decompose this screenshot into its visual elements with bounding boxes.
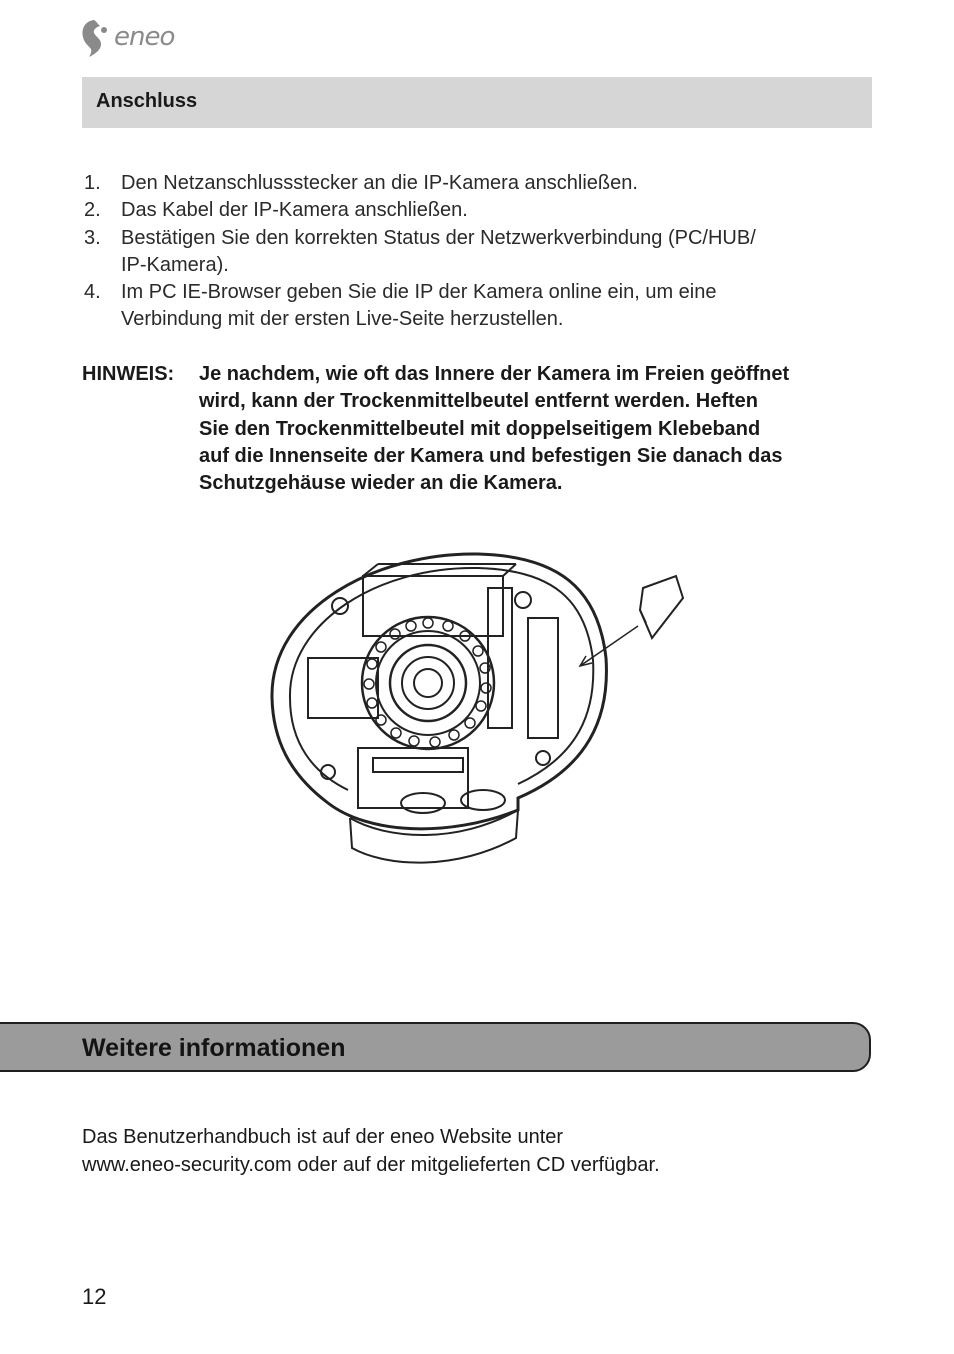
step-text-line: Das Kabel der IP-Kamera anschließen.	[121, 199, 468, 222]
step-text-line: Bestätigen Sie den korrekten Status der Netzwerkverbindung (PC/HUB/	[121, 226, 756, 249]
info-text-line: www.eneo-security.com oder auf der mitgelieferten CD verfügbar.	[82, 1153, 660, 1176]
step-number: 1.	[84, 172, 101, 194]
list-item	[82, 279, 882, 334]
note-text-line: Je nachdem, wie oft das Innere der Kamera im Freien geöffnet	[199, 363, 790, 385]
more-info-paragraph	[82, 1124, 882, 1179]
note-text-line: wird, kann der Trockenmittelbeutel entfernt werden. Heften	[199, 390, 758, 413]
list-item	[82, 225, 882, 280]
step-text-line: IP-Kamera).	[121, 253, 229, 276]
step-number: 3.	[84, 226, 101, 249]
camera-illustration	[268, 548, 688, 878]
eneo-logo-icon	[80, 18, 114, 58]
eneo-logo	[80, 18, 190, 58]
step-text-line: Den Netzanschlussstecker an die IP-Kamera anschließen.	[121, 172, 638, 194]
note-text	[199, 361, 879, 497]
list-item	[82, 170, 882, 197]
list-item	[82, 197, 882, 224]
section-header-connection	[82, 77, 872, 128]
note-text-line: Schutzgehäuse wieder an die Kamera.	[199, 472, 563, 495]
note-text-line: Sie den Trockenmittelbeutel mit doppelseitigem Klebeband	[199, 417, 761, 440]
info-text-line: Das Benutzerhandbuch ist auf der eneo Website unter	[82, 1126, 564, 1148]
section-title: Anschluss	[96, 90, 198, 112]
step-text-line: Verbindung mit der ersten Live-Seite herzustellen.	[121, 308, 564, 331]
section-header-more-info	[0, 1022, 871, 1072]
step-text-line: Im PC IE-Browser geben Sie die IP der Kamera online ein, um eine	[121, 281, 717, 304]
dome-camera-drawing	[268, 548, 688, 878]
logo-wordmark: eneo	[114, 22, 175, 52]
section-title: Weitere informationen	[82, 1034, 346, 1062]
step-number: 2.	[84, 199, 101, 222]
note-text-line: auf die Innenseite der Kamera und befestigen Sie danach das	[199, 444, 783, 467]
step-number: 4.	[84, 281, 101, 304]
page-number: 12	[82, 1284, 107, 1309]
connection-steps-list	[82, 170, 882, 334]
note-label: HINWEIS:	[82, 363, 175, 385]
